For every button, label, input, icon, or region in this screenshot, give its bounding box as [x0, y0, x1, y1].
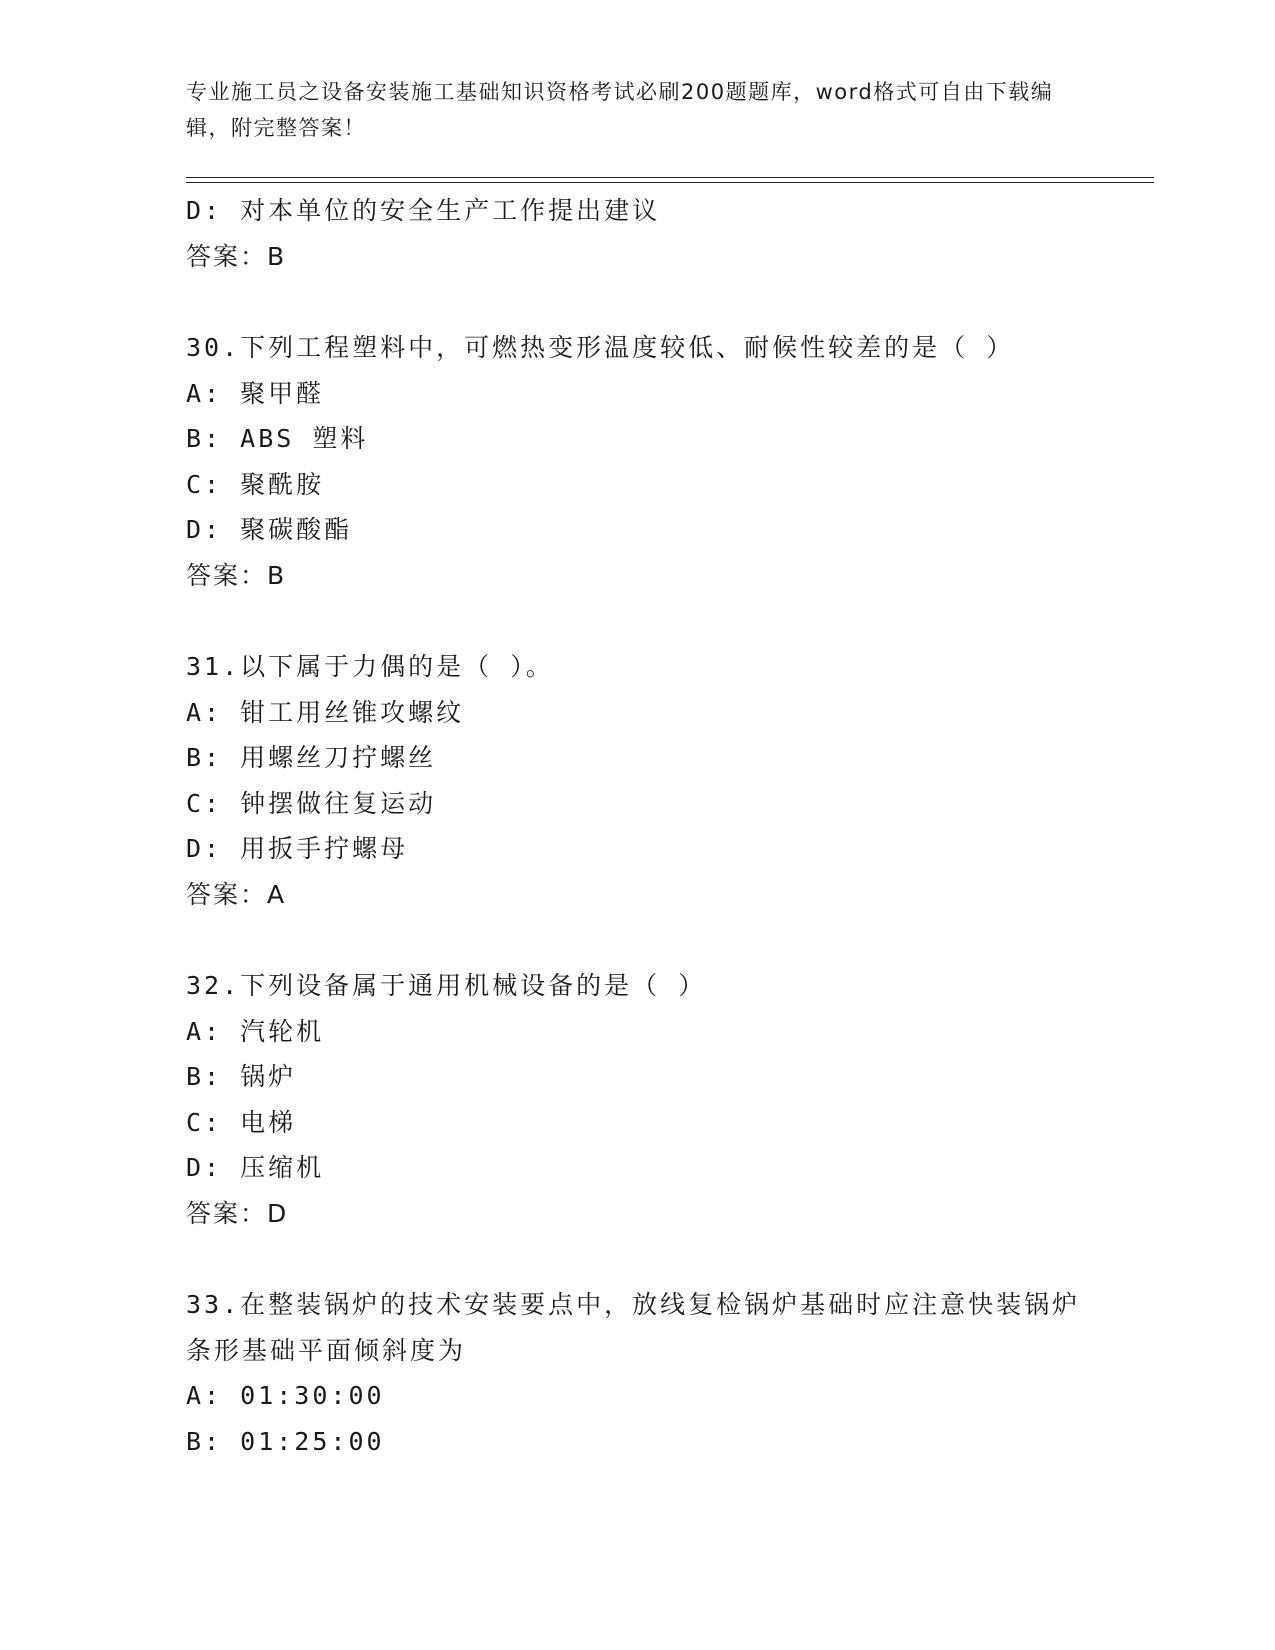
option-a: A: 钳工用丝锥攻螺纹	[186, 697, 465, 727]
header-divider-bottom	[186, 182, 1154, 183]
answer: 答案：D	[186, 1198, 289, 1228]
answer: 答案：A	[186, 879, 287, 909]
header-divider-top	[186, 177, 1154, 178]
question-stem: 32.下列设备属于通用机械设备的是（ ）	[186, 971, 707, 1000]
option-b: B: 01:25:00	[186, 1426, 385, 1456]
question-33	[186, 1282, 1146, 1464]
option-a: A: 01:30:00	[186, 1381, 385, 1410]
question-stem: 33.在整装锅炉的技术安装要点中，放线复检锅炉基础时应注意快装锅炉条形基础平面倾斜度为	[186, 1290, 1081, 1365]
option-a: A: 聚甲醛	[186, 378, 325, 408]
question-stem: 31.以下属于力偶的是（ ）。	[186, 652, 554, 681]
question-30	[186, 325, 1146, 598]
option-d: D: 用扳手拧螺母	[186, 834, 409, 863]
prev-option-d: D: 对本单位的安全生产工作提出建议	[186, 196, 661, 225]
document-header: 专业施工员之设备安装施工基础知识资格考试必刷200题题库，word格式可自由下载编辑，附完整答案！	[186, 80, 1054, 140]
question-32	[186, 963, 1146, 1236]
option-b: B: ABS 塑料	[186, 424, 369, 453]
prev-answer: 答案：B	[186, 241, 287, 271]
option-b: B: 锅炉	[186, 1062, 297, 1091]
option-c: C: 聚酰胺	[186, 469, 325, 499]
option-c: C: 电梯	[186, 1107, 297, 1137]
answer: 答案：B	[186, 560, 287, 590]
question-content	[186, 188, 1146, 1464]
option-d: D: 聚碳酸酯	[186, 515, 353, 544]
option-b: B: 用螺丝刀拧螺丝	[186, 743, 437, 772]
question-stem: 30.下列工程塑料中，可燃热变形温度较低、耐候性较差的是（ ）	[186, 333, 1015, 362]
question-31	[186, 644, 1146, 917]
option-a: A: 汽轮机	[186, 1016, 325, 1046]
option-c: C: 钟摆做往复运动	[186, 788, 437, 818]
option-d: D: 压缩机	[186, 1153, 325, 1182]
